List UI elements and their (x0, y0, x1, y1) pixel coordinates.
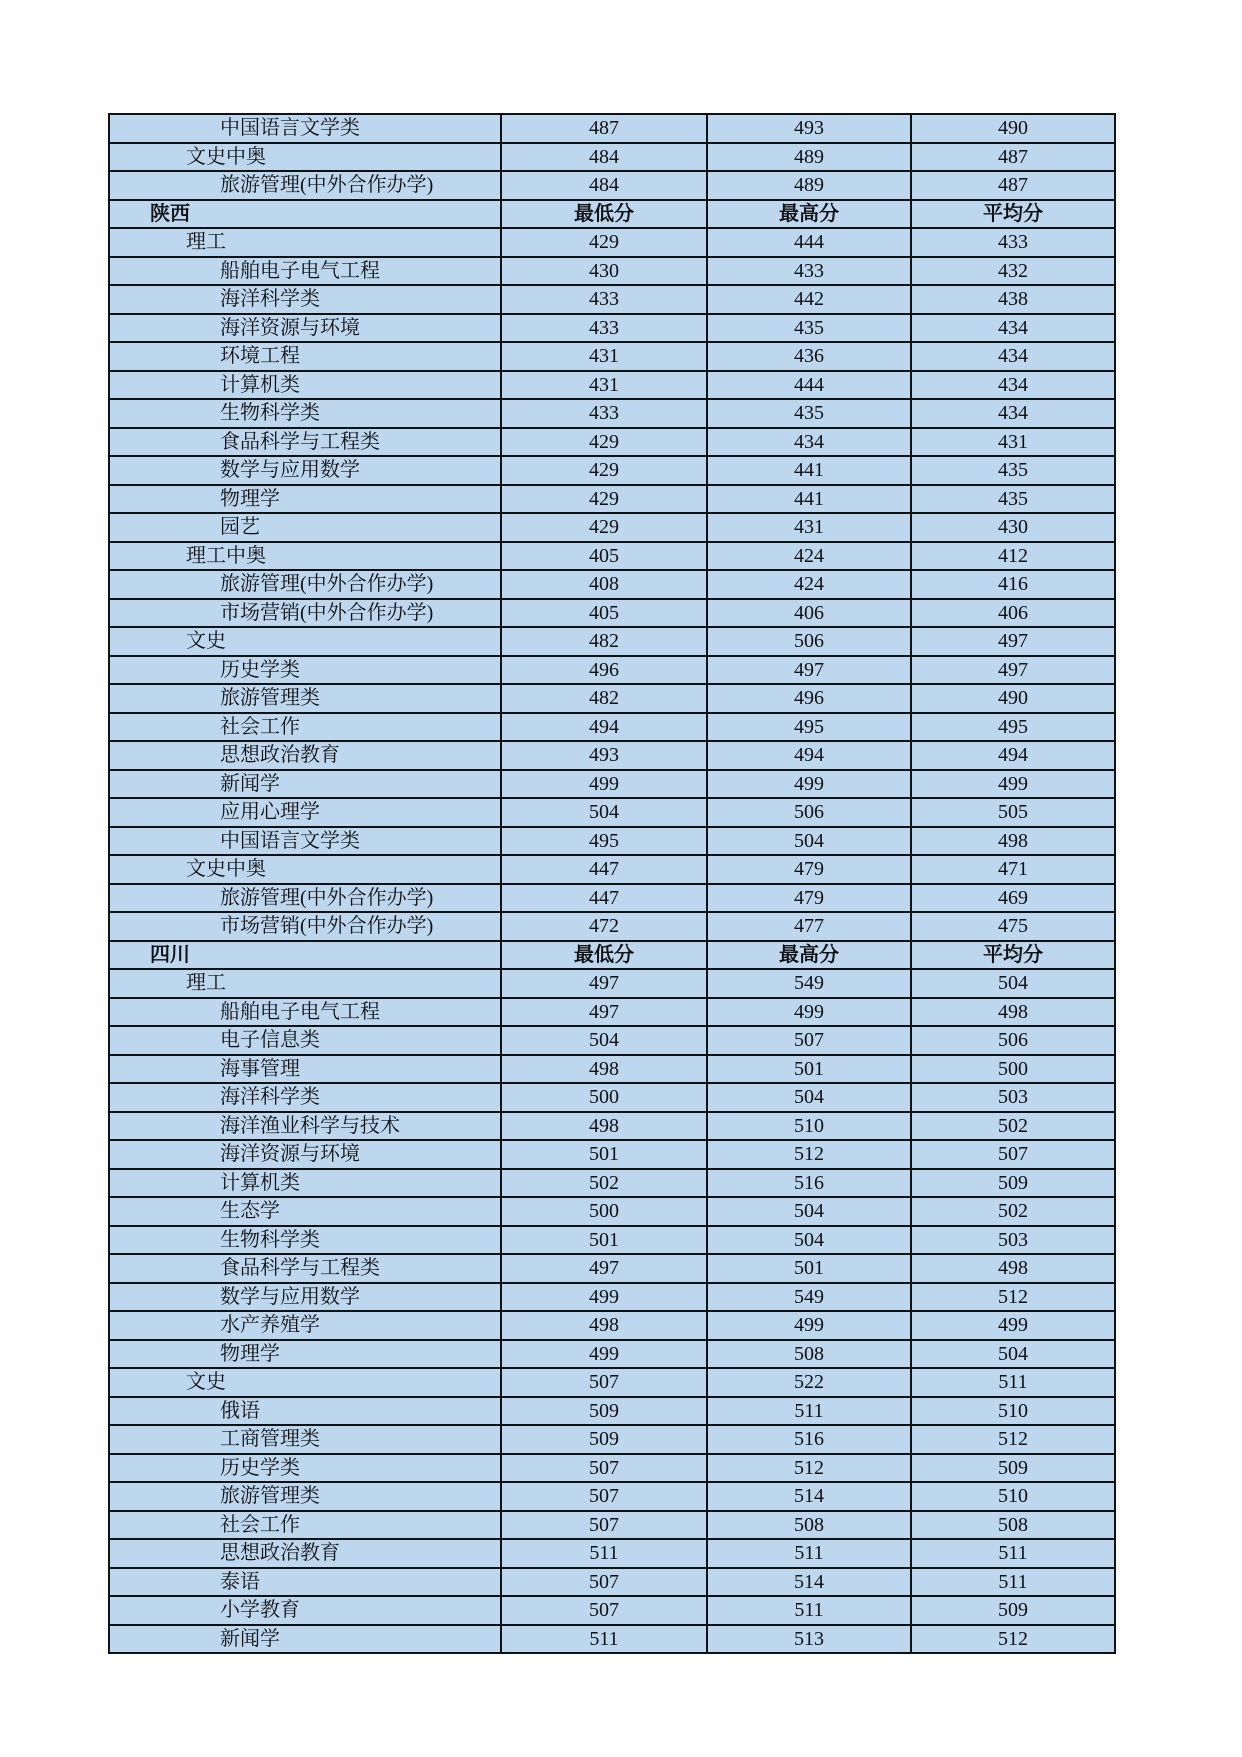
max-score-cell: 549 (707, 969, 911, 998)
major-row (109, 741, 1115, 770)
major-row (109, 285, 1115, 314)
min-score-cell: 496 (501, 656, 707, 685)
min-score-cell: 484 (501, 143, 707, 172)
name-cell: 文史中奥 (109, 855, 501, 884)
score-table (108, 113, 1116, 1654)
min-score-cell: 429 (501, 228, 707, 257)
max-score-cell: 508 (707, 1511, 911, 1540)
avg-score-cell: 416 (911, 570, 1115, 599)
name-cell: 食品科学与工程类 (109, 428, 501, 457)
major-row (109, 827, 1115, 856)
min-score-cell: 498 (501, 1055, 707, 1084)
max-score-cell: 497 (707, 656, 911, 685)
min-score-cell: 504 (501, 1026, 707, 1055)
major-row (109, 1197, 1115, 1226)
max-score-cell: 433 (707, 257, 911, 286)
major-row (109, 1112, 1115, 1141)
max-score-cell: 436 (707, 342, 911, 371)
min-score-cell: 497 (501, 998, 707, 1027)
name-cell: 数学与应用数学 (109, 456, 501, 485)
avg-score-cell: 512 (911, 1283, 1115, 1312)
name-cell: 中国语言文学类 (109, 114, 501, 143)
name-cell: 旅游管理(中外合作办学) (109, 884, 501, 913)
name-cell: 陕西 (109, 200, 501, 229)
name-cell: 文史 (109, 1368, 501, 1397)
major-row (109, 371, 1115, 400)
major-row (109, 1568, 1115, 1597)
major-row (109, 770, 1115, 799)
major-row (109, 342, 1115, 371)
max-score-cell: 431 (707, 513, 911, 542)
max-score-cell: 434 (707, 428, 911, 457)
name-cell: 理工中奥 (109, 542, 501, 571)
category-row (109, 228, 1115, 257)
max-score-header: 最高分 (707, 941, 911, 970)
avg-score-cell: 502 (911, 1197, 1115, 1226)
major-row (109, 1283, 1115, 1312)
avg-score-cell: 495 (911, 713, 1115, 742)
min-score-cell: 499 (501, 770, 707, 799)
name-cell: 小学教育 (109, 1596, 501, 1625)
name-cell: 环境工程 (109, 342, 501, 371)
min-score-cell: 431 (501, 342, 707, 371)
major-row (109, 314, 1115, 343)
min-score-cell: 495 (501, 827, 707, 856)
max-score-cell: 424 (707, 570, 911, 599)
max-score-cell: 514 (707, 1568, 911, 1597)
major-row (109, 171, 1115, 200)
avg-score-cell: 490 (911, 114, 1115, 143)
max-score-cell: 506 (707, 798, 911, 827)
name-cell: 计算机类 (109, 1169, 501, 1198)
major-row (109, 1511, 1115, 1540)
name-cell: 理工 (109, 228, 501, 257)
major-row (109, 912, 1115, 941)
avg-score-cell: 511 (911, 1568, 1115, 1597)
min-score-cell: 433 (501, 399, 707, 428)
major-row (109, 1454, 1115, 1483)
max-score-cell: 511 (707, 1539, 911, 1568)
min-score-cell: 430 (501, 257, 707, 286)
name-cell: 生态学 (109, 1197, 501, 1226)
name-cell: 社会工作 (109, 1511, 501, 1540)
avg-score-cell: 494 (911, 741, 1115, 770)
category-row (109, 1368, 1115, 1397)
avg-score-cell: 431 (911, 428, 1115, 457)
max-score-cell: 506 (707, 627, 911, 656)
major-row (109, 1311, 1115, 1340)
category-row (109, 542, 1115, 571)
min-score-cell: 431 (501, 371, 707, 400)
max-score-cell: 504 (707, 827, 911, 856)
min-score-cell: 429 (501, 428, 707, 457)
avg-score-cell: 487 (911, 171, 1115, 200)
max-score-cell: 489 (707, 171, 911, 200)
max-score-cell: 511 (707, 1596, 911, 1625)
min-score-cell: 507 (501, 1368, 707, 1397)
name-cell: 市场营销(中外合作办学) (109, 599, 501, 628)
max-score-cell: 442 (707, 285, 911, 314)
major-row (109, 998, 1115, 1027)
min-score-cell: 497 (501, 969, 707, 998)
min-score-cell: 498 (501, 1311, 707, 1340)
min-score-cell: 472 (501, 912, 707, 941)
major-row (109, 1026, 1115, 1055)
avg-score-cell: 508 (911, 1511, 1115, 1540)
min-score-cell: 509 (501, 1397, 707, 1426)
name-cell: 历史学类 (109, 656, 501, 685)
name-cell: 应用心理学 (109, 798, 501, 827)
min-score-cell: 509 (501, 1425, 707, 1454)
name-cell: 园艺 (109, 513, 501, 542)
min-score-cell: 484 (501, 171, 707, 200)
name-cell: 电子信息类 (109, 1026, 501, 1055)
major-row (109, 1397, 1115, 1426)
name-cell: 工商管理类 (109, 1425, 501, 1454)
max-score-cell: 496 (707, 684, 911, 713)
max-score-cell: 514 (707, 1482, 911, 1511)
name-cell: 生物科学类 (109, 1226, 501, 1255)
avg-score-cell: 469 (911, 884, 1115, 913)
major-row (109, 1596, 1115, 1625)
major-row (109, 485, 1115, 514)
name-cell: 生物科学类 (109, 399, 501, 428)
avg-score-cell: 490 (911, 684, 1115, 713)
min-score-cell: 408 (501, 570, 707, 599)
major-row (109, 713, 1115, 742)
major-row (109, 1226, 1115, 1255)
max-score-cell: 512 (707, 1140, 911, 1169)
major-row (109, 599, 1115, 628)
max-score-cell: 499 (707, 998, 911, 1027)
name-cell: 新闻学 (109, 770, 501, 799)
max-score-cell: 504 (707, 1197, 911, 1226)
major-row (109, 399, 1115, 428)
name-cell: 新闻学 (109, 1625, 501, 1654)
avg-score-cell: 433 (911, 228, 1115, 257)
min-score-header: 最低分 (501, 941, 707, 970)
min-score-cell: 507 (501, 1454, 707, 1483)
avg-score-cell: 435 (911, 456, 1115, 485)
min-score-cell: 500 (501, 1083, 707, 1112)
major-row (109, 1625, 1115, 1654)
major-row (109, 1169, 1115, 1198)
avg-score-cell: 505 (911, 798, 1115, 827)
name-cell: 海洋科学类 (109, 285, 501, 314)
max-score-cell: 549 (707, 1283, 911, 1312)
max-score-cell: 499 (707, 1311, 911, 1340)
min-score-cell: 405 (501, 599, 707, 628)
max-score-cell: 441 (707, 456, 911, 485)
avg-score-cell: 509 (911, 1169, 1115, 1198)
category-row (109, 627, 1115, 656)
max-score-cell: 511 (707, 1397, 911, 1426)
name-cell: 泰语 (109, 1568, 501, 1597)
avg-score-cell: 434 (911, 371, 1115, 400)
avg-score-cell: 434 (911, 314, 1115, 343)
name-cell: 旅游管理类 (109, 684, 501, 713)
avg-score-cell: 497 (911, 656, 1115, 685)
min-score-cell: 499 (501, 1340, 707, 1369)
max-score-cell: 495 (707, 713, 911, 742)
avg-score-cell: 511 (911, 1539, 1115, 1568)
avg-score-cell: 502 (911, 1112, 1115, 1141)
name-cell: 思想政治教育 (109, 741, 501, 770)
major-row (109, 1340, 1115, 1369)
major-row (109, 684, 1115, 713)
max-score-cell: 444 (707, 371, 911, 400)
name-cell: 社会工作 (109, 713, 501, 742)
max-score-cell: 501 (707, 1055, 911, 1084)
avg-score-cell: 498 (911, 1254, 1115, 1283)
major-row (109, 428, 1115, 457)
major-row (109, 257, 1115, 286)
min-score-cell: 499 (501, 1283, 707, 1312)
max-score-cell: 424 (707, 542, 911, 571)
max-score-cell: 493 (707, 114, 911, 143)
avg-score-cell: 500 (911, 1055, 1115, 1084)
category-row (109, 143, 1115, 172)
category-row (109, 855, 1115, 884)
min-score-cell: 433 (501, 314, 707, 343)
min-score-cell: 433 (501, 285, 707, 314)
min-score-cell: 507 (501, 1596, 707, 1625)
avg-score-cell: 432 (911, 257, 1115, 286)
min-score-header: 最低分 (501, 200, 707, 229)
max-score-cell: 441 (707, 485, 911, 514)
avg-score-cell: 499 (911, 1311, 1115, 1340)
score-table-body (109, 114, 1115, 1653)
name-cell: 物理学 (109, 1340, 501, 1369)
name-cell: 中国语言文学类 (109, 827, 501, 856)
max-score-cell: 504 (707, 1083, 911, 1112)
avg-score-cell: 509 (911, 1454, 1115, 1483)
min-score-cell: 507 (501, 1482, 707, 1511)
name-cell: 海洋渔业科学与技术 (109, 1112, 501, 1141)
avg-score-cell: 471 (911, 855, 1115, 884)
name-cell: 水产养殖学 (109, 1311, 501, 1340)
min-score-cell: 507 (501, 1568, 707, 1597)
max-score-cell: 435 (707, 399, 911, 428)
max-score-cell: 516 (707, 1169, 911, 1198)
min-score-cell: 429 (501, 513, 707, 542)
major-row (109, 1055, 1115, 1084)
major-row (109, 1083, 1115, 1112)
min-score-cell: 511 (501, 1539, 707, 1568)
province-header-row (109, 200, 1115, 229)
avg-score-cell: 498 (911, 998, 1115, 1027)
province-header-row (109, 941, 1115, 970)
name-cell: 文史中奥 (109, 143, 501, 172)
avg-score-header: 平均分 (911, 200, 1115, 229)
max-score-cell: 512 (707, 1454, 911, 1483)
min-score-cell: 487 (501, 114, 707, 143)
name-cell: 思想政治教育 (109, 1539, 501, 1568)
name-cell: 海洋资源与环境 (109, 1140, 501, 1169)
avg-score-cell: 507 (911, 1140, 1115, 1169)
avg-score-cell: 503 (911, 1226, 1115, 1255)
avg-score-cell: 512 (911, 1625, 1115, 1654)
name-cell: 海洋资源与环境 (109, 314, 501, 343)
max-score-cell: 479 (707, 884, 911, 913)
avg-score-cell: 504 (911, 1340, 1115, 1369)
max-score-cell: 504 (707, 1226, 911, 1255)
name-cell: 食品科学与工程类 (109, 1254, 501, 1283)
min-score-cell: 501 (501, 1140, 707, 1169)
max-score-cell: 494 (707, 741, 911, 770)
avg-score-cell: 406 (911, 599, 1115, 628)
avg-score-cell: 512 (911, 1425, 1115, 1454)
min-score-cell: 498 (501, 1112, 707, 1141)
name-cell: 旅游管理(中外合作办学) (109, 570, 501, 599)
name-cell: 理工 (109, 969, 501, 998)
min-score-cell: 494 (501, 713, 707, 742)
min-score-cell: 429 (501, 456, 707, 485)
min-score-cell: 447 (501, 884, 707, 913)
name-cell: 旅游管理(中外合作办学) (109, 171, 501, 200)
name-cell: 历史学类 (109, 1454, 501, 1483)
max-score-cell: 513 (707, 1625, 911, 1654)
name-cell: 船舶电子电气工程 (109, 998, 501, 1027)
max-score-header: 最高分 (707, 200, 911, 229)
max-score-cell: 489 (707, 143, 911, 172)
major-row (109, 1482, 1115, 1511)
avg-score-cell: 506 (911, 1026, 1115, 1055)
min-score-cell: 482 (501, 627, 707, 656)
major-row (109, 114, 1115, 143)
name-cell: 物理学 (109, 485, 501, 514)
min-score-cell: 447 (501, 855, 707, 884)
major-row (109, 1425, 1115, 1454)
major-row (109, 456, 1115, 485)
min-score-cell: 502 (501, 1169, 707, 1198)
avg-score-cell: 504 (911, 969, 1115, 998)
avg-score-cell: 499 (911, 770, 1115, 799)
major-row (109, 570, 1115, 599)
avg-score-cell: 412 (911, 542, 1115, 571)
avg-score-cell: 434 (911, 342, 1115, 371)
max-score-cell: 499 (707, 770, 911, 799)
avg-score-cell: 498 (911, 827, 1115, 856)
major-row (109, 798, 1115, 827)
major-row (109, 513, 1115, 542)
name-cell: 数学与应用数学 (109, 1283, 501, 1312)
avg-score-cell: 430 (911, 513, 1115, 542)
name-cell: 市场营销(中外合作办学) (109, 912, 501, 941)
min-score-cell: 504 (501, 798, 707, 827)
category-row (109, 969, 1115, 998)
min-score-cell: 507 (501, 1511, 707, 1540)
name-cell: 四川 (109, 941, 501, 970)
major-row (109, 1254, 1115, 1283)
avg-score-cell: 510 (911, 1482, 1115, 1511)
max-score-cell: 501 (707, 1254, 911, 1283)
avg-score-header: 平均分 (911, 941, 1115, 970)
max-score-cell: 522 (707, 1368, 911, 1397)
avg-score-cell: 487 (911, 143, 1115, 172)
min-score-cell: 497 (501, 1254, 707, 1283)
major-row (109, 656, 1115, 685)
max-score-cell: 507 (707, 1026, 911, 1055)
avg-score-cell: 497 (911, 627, 1115, 656)
name-cell: 文史 (109, 627, 501, 656)
name-cell: 旅游管理类 (109, 1482, 501, 1511)
name-cell: 海洋科学类 (109, 1083, 501, 1112)
name-cell: 海事管理 (109, 1055, 501, 1084)
min-score-cell: 500 (501, 1197, 707, 1226)
min-score-cell: 482 (501, 684, 707, 713)
max-score-cell: 435 (707, 314, 911, 343)
avg-score-cell: 435 (911, 485, 1115, 514)
max-score-cell: 477 (707, 912, 911, 941)
max-score-cell: 406 (707, 599, 911, 628)
name-cell: 船舶电子电气工程 (109, 257, 501, 286)
max-score-cell: 508 (707, 1340, 911, 1369)
min-score-cell: 501 (501, 1226, 707, 1255)
major-row (109, 884, 1115, 913)
max-score-cell: 516 (707, 1425, 911, 1454)
name-cell: 俄语 (109, 1397, 501, 1426)
avg-score-cell: 475 (911, 912, 1115, 941)
avg-score-cell: 503 (911, 1083, 1115, 1112)
max-score-cell: 479 (707, 855, 911, 884)
name-cell: 计算机类 (109, 371, 501, 400)
major-row (109, 1539, 1115, 1568)
min-score-cell: 493 (501, 741, 707, 770)
max-score-cell: 510 (707, 1112, 911, 1141)
min-score-cell: 405 (501, 542, 707, 571)
max-score-cell: 444 (707, 228, 911, 257)
min-score-cell: 511 (501, 1625, 707, 1654)
major-row (109, 1140, 1115, 1169)
avg-score-cell: 438 (911, 285, 1115, 314)
avg-score-cell: 509 (911, 1596, 1115, 1625)
min-score-cell: 429 (501, 485, 707, 514)
avg-score-cell: 511 (911, 1368, 1115, 1397)
avg-score-cell: 434 (911, 399, 1115, 428)
avg-score-cell: 510 (911, 1397, 1115, 1426)
